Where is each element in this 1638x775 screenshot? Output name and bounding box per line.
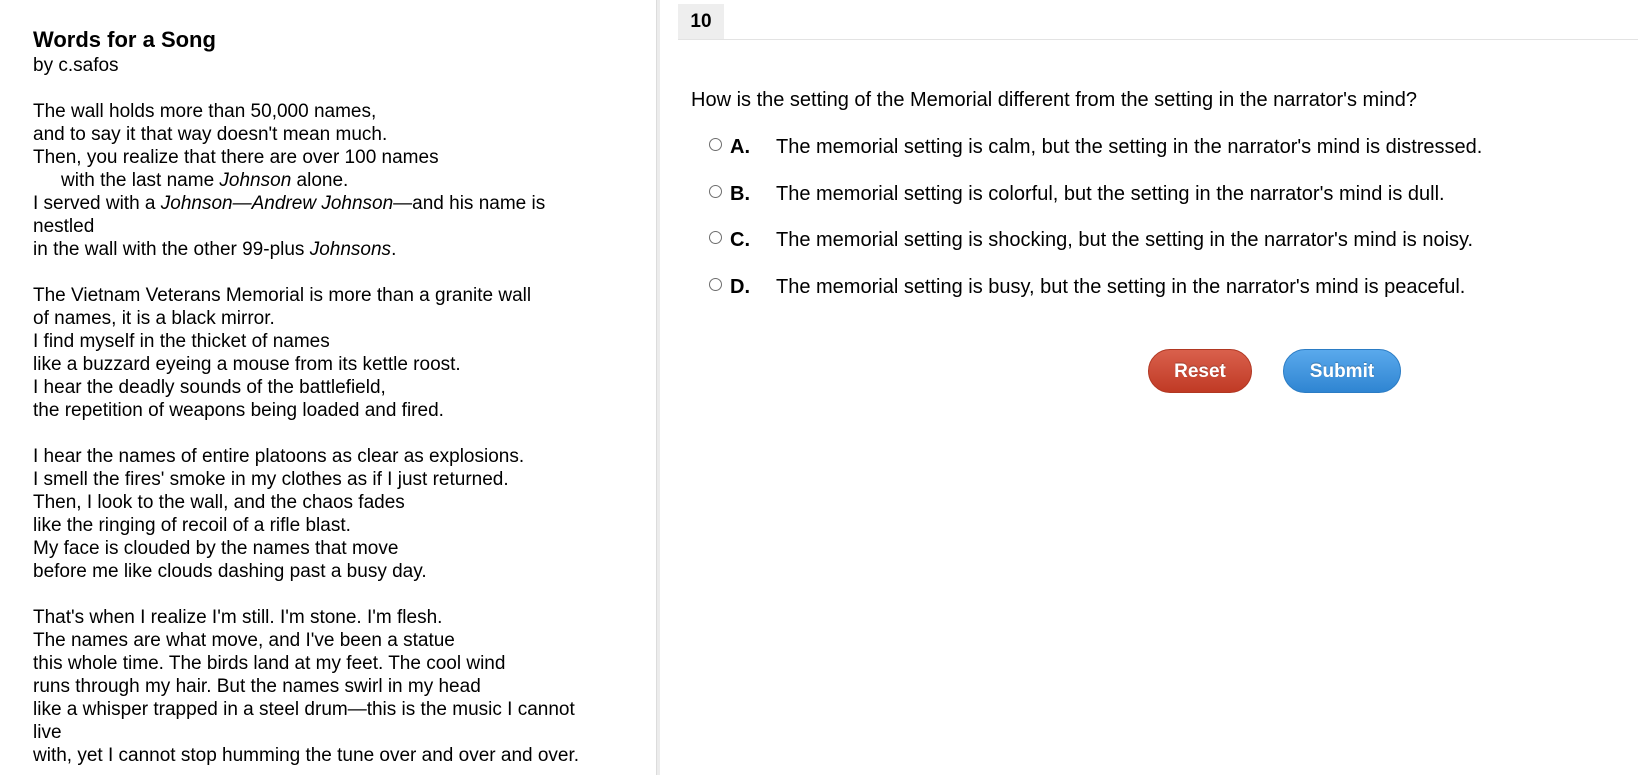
line-text: I smell the fires' smoke in my clothes as if I just returned. [33,469,509,490]
line-text: I hear the names of entire platoons as clear as explosions. [33,446,525,467]
line-text: I hear the deadly sounds of the battlefield, [33,377,386,398]
question-number-bar [678,3,1638,40]
poem-line [33,215,656,238]
line-text: like a whisper trapped in a steel drum—this is the music I cannot [33,699,575,720]
option-letter: D. [730,275,750,298]
line-text: with the last name [61,170,220,191]
reset-button[interactable]: Reset [1148,349,1252,393]
poem-line [33,514,656,537]
poem-line [33,307,656,330]
poem-line [33,652,656,675]
poem-line [33,192,656,215]
poem-line [33,468,656,491]
submit-button[interactable]: Submit [1283,349,1401,393]
poem-line [33,399,656,422]
poem-line [33,445,656,468]
poem-line [33,491,656,514]
radio-button[interactable] [709,231,722,244]
line-text: of names, it is a black mirror. [33,308,275,329]
line-text: —and his name is [393,193,546,214]
poem-line [33,376,656,399]
line-text: . [391,239,397,260]
poem-line [33,353,656,376]
poem-line [33,721,656,744]
poem-line [33,146,656,169]
option-text: The memorial setting is colorful, but the setting in the narrator's mind is dull. [776,182,1445,205]
radio-button[interactable] [709,138,722,151]
line-text: That's when I realize I'm still. I'm stone. I'm flesh. [33,607,443,628]
poem-line [33,606,656,629]
poem-line [33,330,656,353]
line-text: runs through my hair. But the names swirl in my head [33,676,481,697]
option-letter: C. [730,229,750,251]
poem-stanza [33,445,656,583]
line-text: Then, I look to the wall, and the chaos fades [33,492,405,513]
option-letter: A. [730,136,750,158]
poem-line [33,100,656,123]
poem-stanza [33,606,656,767]
poem-line [33,560,656,583]
question-pane [660,0,1638,775]
option-letter: B. [730,182,750,205]
poem-line [33,284,656,307]
radio-button[interactable] [709,278,722,291]
option-text: The memorial setting is calm, but the setting in the narrator's mind is distressed. [776,136,1483,158]
line-text: and to say it that way doesn't mean much. [33,124,388,145]
line-text: before me like clouds dashing past a busy day. [33,561,427,582]
line-text: live [33,722,62,743]
poem-stanza [33,100,656,261]
italic-text: Johnson—Andrew Johnson [160,193,394,214]
poem-line [33,698,656,721]
poem-line [33,238,656,261]
option-text: The memorial setting is busy, but the setting in the narrator's mind is peaceful. [776,275,1466,298]
poem-body [33,100,656,767]
italic-text: Johnson [219,170,292,191]
line-text: the repetition of weapons being loaded and fired. [33,400,444,421]
line-text: nestled [33,216,95,237]
poem-line [33,123,656,146]
line-text: The Vietnam Veterans Memorial is more than a granite wall [33,285,532,306]
poem-line [33,744,656,767]
passage-pane[interactable] [0,0,656,775]
poem-title: Words for a Song [33,27,216,52]
line-text: I served with a [33,193,161,214]
line-text: The names are what move, and I've been a statue [33,630,455,651]
line-text: I find myself in the thicket of names [33,331,330,352]
line-text: with, yet I cannot stop humming the tune over and over and over. [33,745,580,766]
question-number: 10 [678,4,724,39]
radio-button[interactable] [709,185,722,198]
line-text: this whole time. The birds land at my feet. The cool wind [33,653,506,674]
line-text: in the wall with the other 99-plus [33,239,310,260]
line-text: like a buzzard eyeing a mouse from its kettle roost. [33,354,461,375]
question-prompt: How is the setting of the Memorial different from the setting in the narrator's mind? [691,89,1418,111]
line-text: Then, you realize that there are over 100 names [33,147,439,168]
poem-line [33,629,656,652]
poem-line [33,169,656,192]
option-text: The memorial setting is shocking, but the setting in the narrator's mind is noisy. [776,229,1474,251]
poem-line [33,537,656,560]
line-text: My face is clouded by the names that move [33,538,399,559]
poem-author: by c.safos [33,55,119,76]
poem-line [33,675,656,698]
line-text: alone. [291,170,349,191]
poem-stanza [33,284,656,422]
line-text: The wall holds more than 50,000 names, [33,101,377,122]
italic-text: Johnsons [309,239,392,260]
line-text: like the ringing of recoil of a rifle blast. [33,515,351,536]
